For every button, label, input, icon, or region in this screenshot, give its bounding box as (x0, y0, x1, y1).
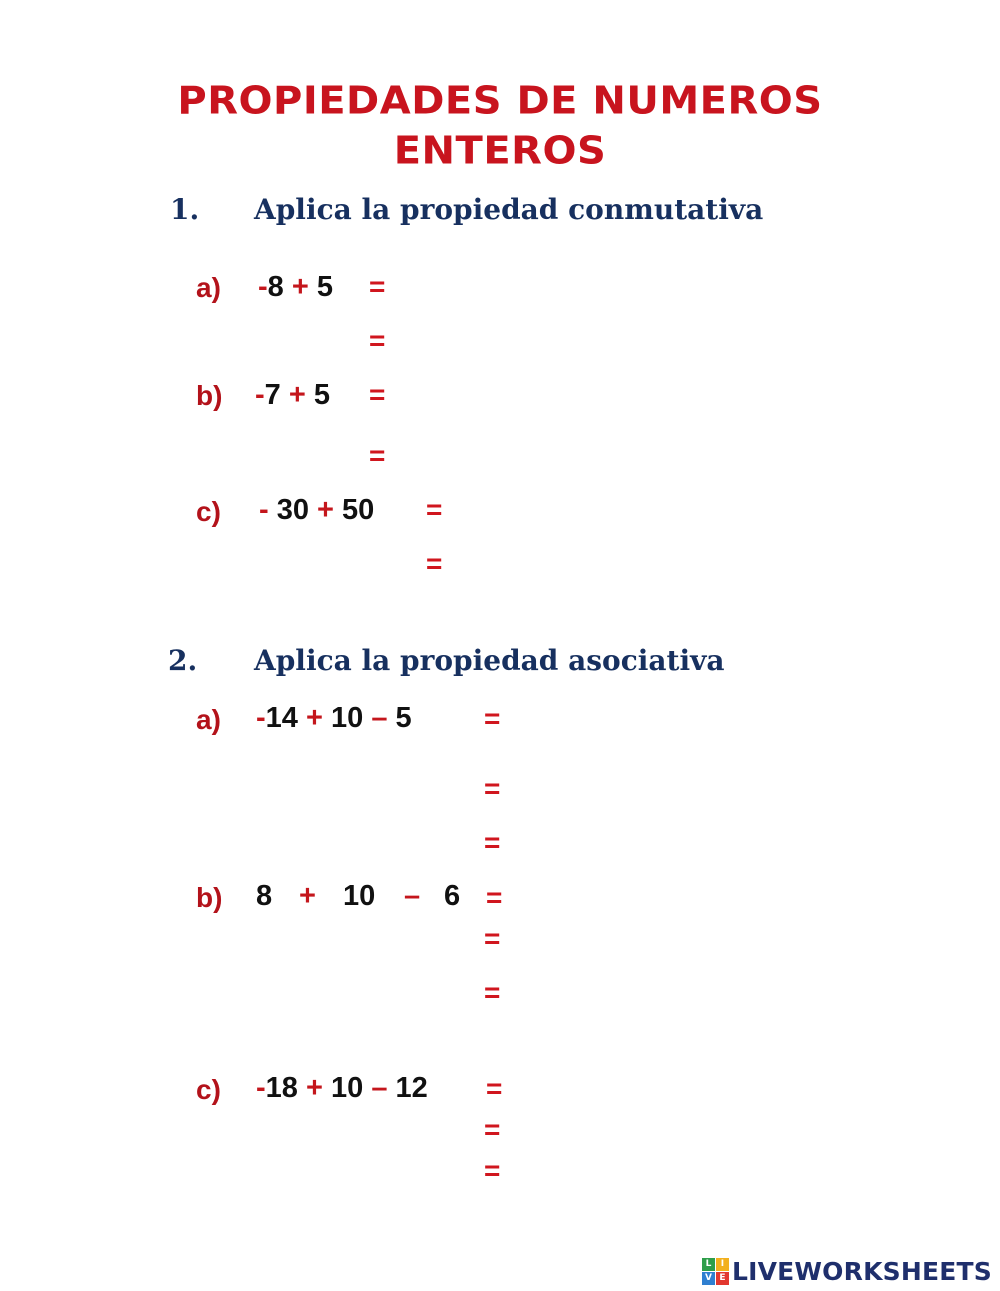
operand: 10 (322, 1072, 372, 1104)
minus-sign: - (255, 379, 265, 411)
exercise-2b-answer-line3[interactable]: = (484, 977, 501, 1008)
liveworksheets-logo (702, 1256, 992, 1286)
minus-sign: - (259, 494, 277, 526)
minus-sign: – (371, 702, 388, 734)
exercise-2a-answer-line1[interactable]: = (484, 703, 501, 734)
section2-number: 2. (168, 644, 198, 677)
operand: 5 (308, 271, 333, 303)
exercise-2c-answer-line1[interactable]: = (486, 1073, 503, 1104)
logo-blocks-icon (702, 1258, 729, 1285)
operand: 7 (264, 379, 289, 411)
operand: 50 (333, 494, 375, 526)
exercise-1c-answer-line2[interactable]: = (426, 548, 443, 579)
section2-heading: Aplica la propiedad asociativa (254, 644, 725, 677)
exercise-2b-label: b) (196, 882, 223, 913)
exercise-1c-expression (259, 494, 374, 527)
plus-sign: + (288, 379, 306, 411)
minus-sign: - (256, 1072, 266, 1104)
exercise-2b-answer-line2[interactable]: = (484, 923, 501, 954)
exercise-2b-num-10: 10 (343, 880, 376, 912)
operand: 18 (265, 1072, 306, 1104)
logo-block: E (716, 1272, 729, 1285)
operand: 8 (267, 271, 292, 303)
operand: 5 (387, 702, 412, 734)
operand: 5 (305, 379, 330, 411)
plus-sign: + (306, 702, 323, 734)
exercise-2c-answer-line3[interactable]: = (484, 1155, 501, 1186)
logo-block: I (716, 1258, 729, 1271)
operand: 10 (322, 702, 372, 734)
minus-sign: – (371, 1072, 388, 1104)
minus-sign: - (256, 702, 266, 734)
exercise-2a-expression (256, 702, 412, 735)
logo-block: V (702, 1272, 715, 1285)
worksheet-title-line1: PROPIEDADES DE NUMEROS (177, 79, 823, 123)
exercise-2a-answer-line2[interactable]: = (484, 773, 501, 804)
section1-heading: Aplica la propiedad conmutativa (254, 193, 764, 226)
operand: 30 (276, 494, 318, 526)
exercise-1c-label: c) (196, 496, 221, 527)
exercise-2b-num-6: 6 (444, 880, 461, 912)
exercise-2b-answer-line1[interactable]: = (486, 882, 503, 913)
exercise-1b-label: b) (196, 380, 223, 411)
exercise-1a-answer-line2[interactable]: = (369, 325, 386, 356)
exercise-2c-answer-line2[interactable]: = (484, 1114, 501, 1145)
minus-sign: – (404, 880, 421, 912)
worksheet-title-line2: ENTEROS (393, 129, 607, 173)
exercise-1a-label: a) (196, 272, 221, 303)
minus-sign: - (258, 271, 268, 303)
logo-block: L (702, 1258, 715, 1271)
operand: 12 (387, 1072, 428, 1104)
plus-sign: + (306, 1072, 323, 1104)
exercise-1b-expression (255, 379, 330, 412)
exercise-2c-expression (256, 1072, 428, 1105)
exercise-2c-label: c) (196, 1074, 221, 1105)
section1-number: 1. (170, 193, 200, 226)
plus-sign: + (291, 271, 309, 303)
operand: 14 (265, 702, 306, 734)
exercise-2a-answer-line3[interactable]: = (484, 827, 501, 858)
exercise-1c-answer-line1[interactable]: = (426, 494, 443, 525)
exercise-2b-num-8: 8 (256, 880, 273, 912)
exercise-1a-expression (258, 271, 333, 304)
plus-sign: + (317, 494, 334, 526)
exercise-1b-answer-line1[interactable]: = (369, 379, 386, 410)
exercise-2a-label: a) (196, 704, 221, 735)
plus-sign: + (299, 880, 316, 912)
exercise-1a-answer-line1[interactable]: = (369, 271, 386, 302)
logo-text: LIVEWORKSHEETS (731, 1256, 992, 1286)
exercise-1b-answer-line2[interactable]: = (369, 440, 386, 471)
